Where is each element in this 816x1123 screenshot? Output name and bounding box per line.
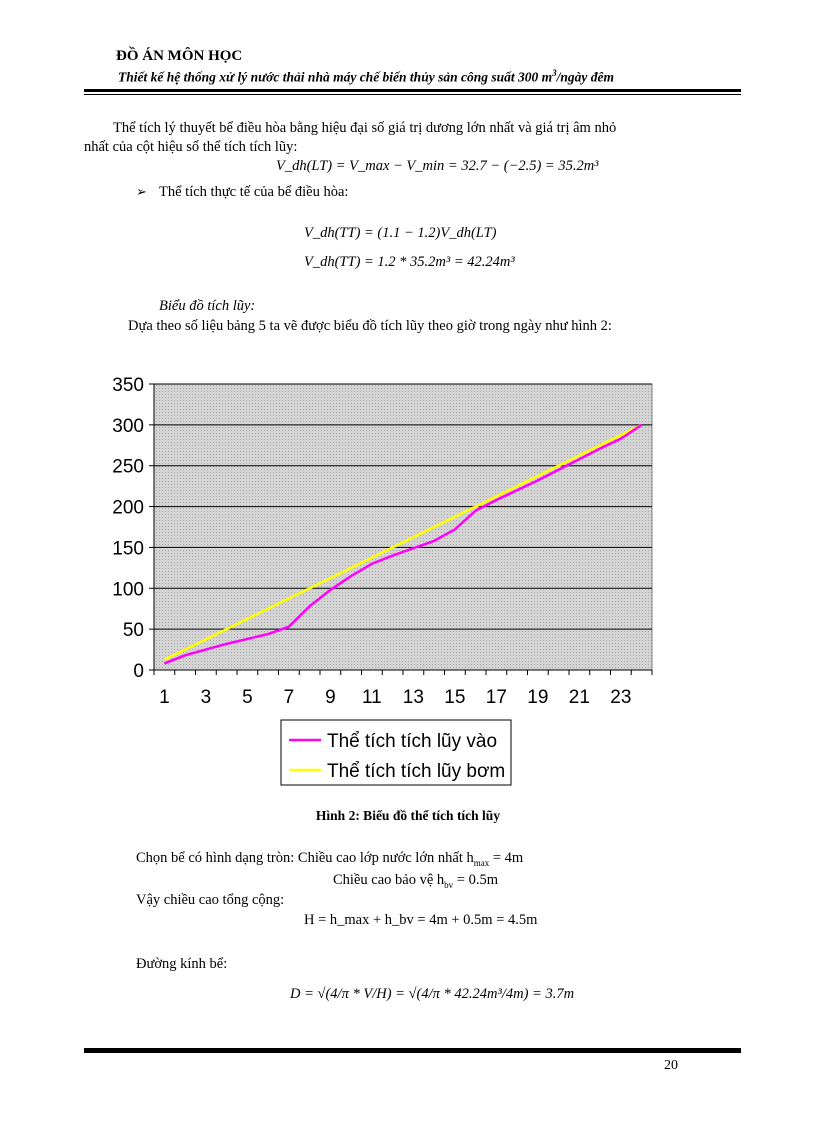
equation-vtt-value: V_dh(TT) = 1.2 * 35.2m³ = 42.24m³ (304, 254, 515, 270)
equation-vlt: V_dh(LT) = V_max − V_min = 32.7 − (−2.5) = 35.2m³ (276, 158, 599, 174)
x-tick-label-17: 17 (485, 687, 507, 708)
y-tick-label-150: 150 (112, 538, 144, 560)
y-tick-label-250: 250 (112, 456, 144, 478)
legend-label-1: Thể tích tích lũy bơm (327, 761, 506, 782)
subtitle-main: Thiết kế hệ thống xử lý nước thải nhà máy chế biến thủy sản công suất 300 m (118, 69, 553, 85)
y-tick-label-100: 100 (112, 579, 144, 601)
document-title: ĐỒ ÁN MÔN HỌC (116, 48, 243, 64)
y-tick-label-350: 350 (112, 375, 144, 396)
chart-heading: Biểu đồ tích lũy: (159, 298, 256, 314)
choose-tank-value: = 4m (489, 850, 524, 866)
guard-height-sub: bv (444, 879, 454, 890)
x-tick-label-11: 11 (362, 687, 382, 708)
x-tick-label-19: 19 (527, 687, 549, 708)
y-tick-label-0: 0 (133, 661, 144, 682)
x-tick-label-13: 13 (402, 687, 424, 708)
x-tick-label-21: 21 (568, 687, 590, 708)
x-tick-label-1: 1 (159, 687, 170, 708)
footer-rule (84, 1048, 741, 1053)
x-tick-label-9: 9 (325, 687, 336, 708)
legend-label-0: Thể tích tích lũy vào (327, 731, 498, 752)
subtitle-sup: 3 (552, 68, 557, 78)
figure-caption: Hình 2: Biểu đồ thể tích tích lũy (315, 808, 501, 823)
para1-line1: Thể tích lý thuyết bể điều hòa bằng hiệu đại số giá trị dương lớn nhất và giá trị âm nhỏ (113, 120, 617, 136)
plot-group (112, 375, 652, 785)
total-height-equation: H = h_max + h_bv = 4m + 0.5m = 4.5m (304, 912, 538, 928)
x-tick-label-15: 15 (444, 687, 466, 708)
choose-tank-text: Chọn bể có hình dạng tròn: Chiều cao lớp nước lớn nhất h (136, 850, 474, 866)
bullet-label: Thể tích thực tế của bể điều hòa: (159, 184, 349, 200)
x-tick-label-3: 3 (200, 687, 212, 708)
y-tick-label-50: 50 (122, 620, 144, 642)
guard-height-line (333, 872, 498, 890)
x-tick-label-23: 23 (610, 687, 632, 708)
header-rule-thin (84, 94, 741, 95)
guard-height-value: = 0.5m (453, 872, 498, 888)
choose-tank-sub: max (473, 857, 490, 868)
diameter-equation: D = √(4/π * V/H) = √(4/π * 42.24m³/4m) = 3.7m (290, 986, 575, 1002)
equation-vtt-range: V_dh(TT) = (1.1 − 1.2)V_dh(LT) (304, 225, 497, 241)
document-subtitle (118, 68, 614, 86)
total-height-label: Vậy chiều cao tổng cộng: (136, 892, 285, 908)
page-number: 20 (664, 1058, 678, 1073)
x-tick-label-7: 7 (283, 687, 295, 708)
header-rule-thick (84, 89, 741, 92)
choose-tank-line (136, 850, 523, 868)
y-tick-label-200: 200 (112, 497, 144, 519)
subtitle-tail: /ngày đêm (556, 69, 614, 85)
chart-intro: Dựa theo số liệu bảng 5 ta vẽ được biểu đồ tích lũy theo giờ trong ngày như hình 2: (128, 318, 612, 334)
cumulative-volume-chart (84, 370, 660, 790)
bullet-arrow-icon: ➢ (136, 184, 147, 199)
x-tick-label-5: 5 (242, 687, 253, 708)
para1-line2: nhất của cột hiệu số thể tích tích lũy: (84, 139, 298, 155)
diameter-label: Đường kính bể: (136, 956, 228, 972)
y-tick-label-300: 300 (112, 415, 144, 437)
guard-height-text: Chiều cao bảo vệ h (333, 872, 445, 888)
